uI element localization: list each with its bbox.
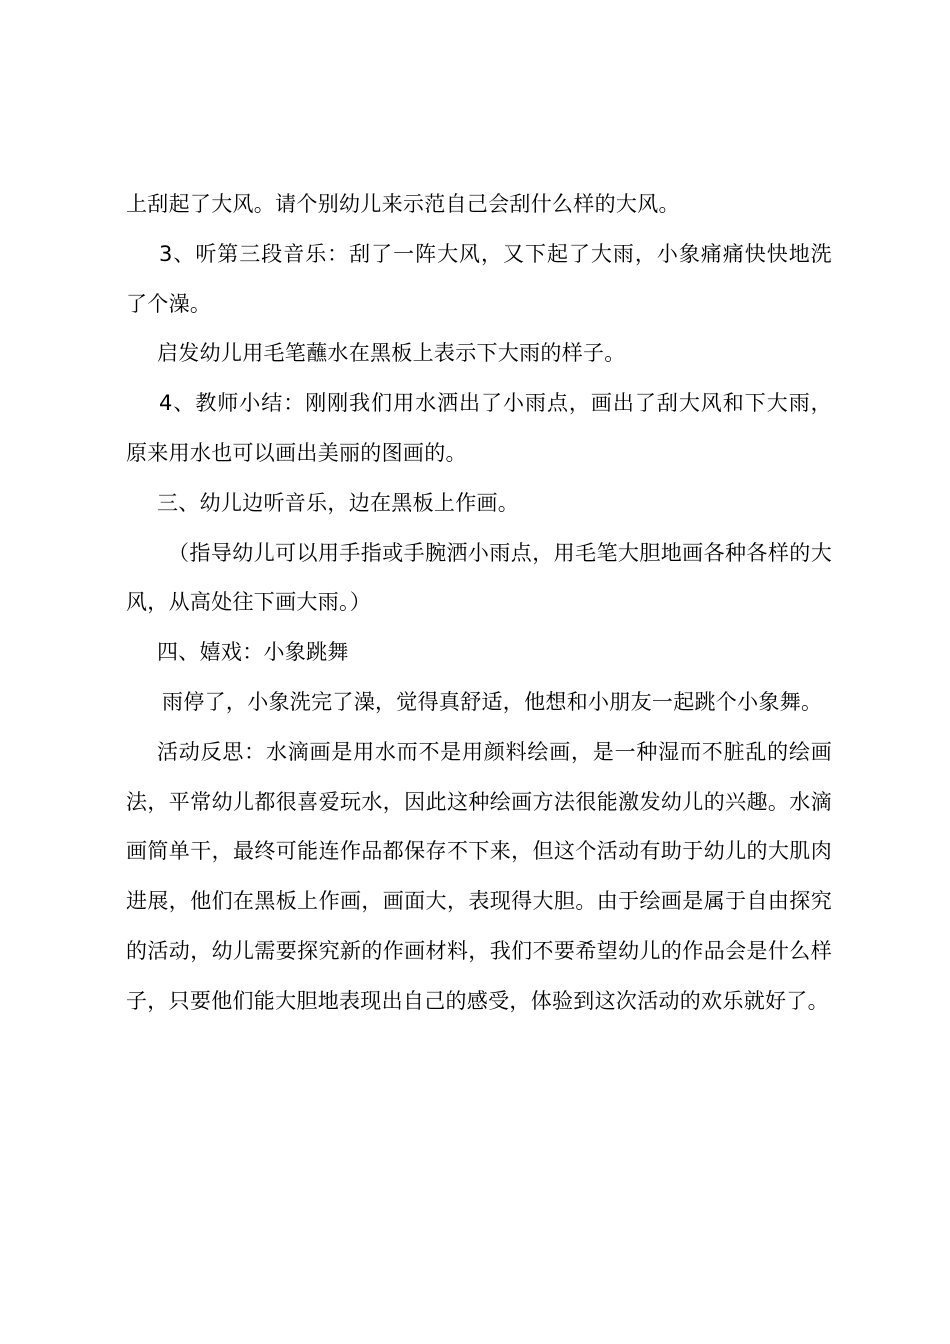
paragraph-game: 雨停了，小象洗完了澡，觉得真舒适，他想和小朋友一起跳个小象舞。 [162,689,823,714]
paragraph-inspire: 启发幼儿用毛笔蘸水在黑板上表示下大雨的样子。 [157,341,626,366]
paragraph-continuation: 上刮起了大风。请个别幼儿来示范自己会刮什么样的大风。 [126,192,680,216]
paragraph-guidance: （指导幼儿可以用手指或手腕洒小雨点，用毛笔大胆地画各种各样的大风，从高处往下画大雨。） [126,540,832,615]
paragraph-step-4: 4、教师小结：刚刚我们用水洒出了小雨点，画出了刮大风和下大雨，原来用水也可以画出美丽的图画的。 [126,391,832,465]
section-heading-3: 三、幼儿边听音乐，边在黑板上作画。 [157,490,520,515]
paragraph-reflection: 活动反思：水滴画是用水而不是用颜料绘画，是一种湿而不脏乱的绘画法，平常幼儿都很喜爱玩水，因此这种绘画方法很能激发幼儿的兴趣。水滴画简单干，最终可能连作品都保存不下来，但这个活动有助于幼儿的大肌肉进展，他们在黑板上作画，画面大，表现得大胆。由于绘画是属于自由探究的活动，幼儿需要探究新的作画材料，我们不要希望幼儿的作品会是什么样子，只要他们能大胆地表现出自己的感受，体验到这次活动的欢乐就好了。 [126,739,832,1013]
section-heading-4: 四、嬉戏：小象跳舞 [157,640,349,665]
document-page [126,180,832,1027]
paragraph-step-3: 3、听第三段音乐：刮了一阵大风，又下起了大雨，小象痛痛快快地洗了个澡。 [126,241,832,316]
